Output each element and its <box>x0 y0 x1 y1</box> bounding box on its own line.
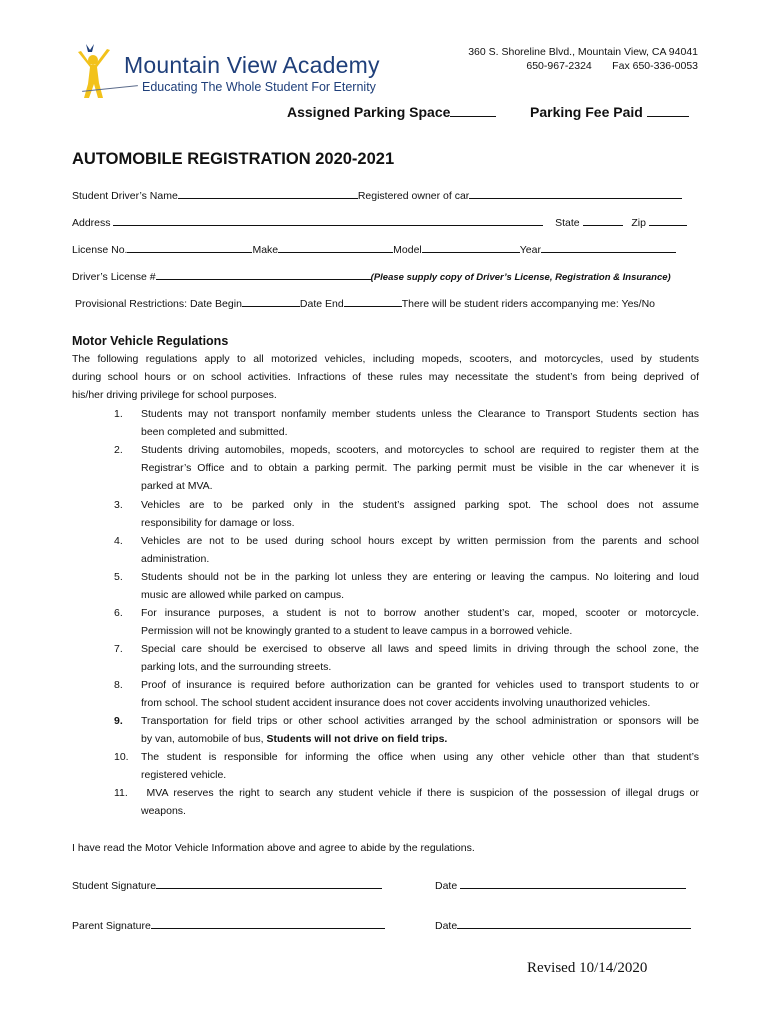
item-text <box>141 640 699 676</box>
state-field[interactable] <box>583 213 623 226</box>
item-line: responsibility for damage or loss. <box>141 517 295 530</box>
license-no-label: License No. <box>72 244 128 256</box>
school-name: Mountain View Academy <box>124 52 380 78</box>
item-line <box>141 730 699 748</box>
item-text <box>141 532 699 568</box>
field-trips-warning: Students will not drive on field trips. <box>266 733 448 746</box>
item-number: 7. <box>114 643 123 655</box>
intro-line-1: The following regulations apply to all motorized vehicles, including mopeds, scooters, and motorcycles, used by students <box>72 353 699 365</box>
parent-signature-row <box>72 916 385 932</box>
model-label: Model <box>393 244 422 256</box>
item-text <box>141 568 699 604</box>
item-line: Vehicles are to be parked only in the student’s assigned parking spot. The school does not assume <box>141 499 699 511</box>
item-line: administration. <box>141 553 210 566</box>
date-end-field[interactable] <box>344 294 402 307</box>
revision-date: Revised 10/14/2020 <box>527 960 648 976</box>
item-line: MVA reserves the right to search any student vehicle if there is suspicion of the possession of illegal drugs or <box>141 787 699 799</box>
item-number: 4. <box>114 535 123 547</box>
item-line: weapons. <box>141 805 186 818</box>
item-line: Students may not transport nonfamily member students unless the Clearance to Transport Students section has <box>141 408 699 420</box>
item-number: 2. <box>114 444 123 456</box>
parking-fee-field[interactable] <box>647 104 689 117</box>
school-tagline: Educating The Whole Student For Eternity <box>142 80 376 94</box>
item-text <box>141 784 699 820</box>
registered-owner-label: Registered owner of car <box>357 190 470 202</box>
item-line: parked at MVA. <box>141 480 213 493</box>
state-label: State <box>555 217 580 229</box>
student-figure-icon <box>72 40 118 100</box>
parent-date-row <box>435 916 691 932</box>
intro-line-2: during school hours or on school activities. Infractions of these rules may necessitate the student’s from being deprived of <box>72 371 699 384</box>
model-field[interactable] <box>422 240 520 253</box>
year-label: Year <box>519 244 541 256</box>
school-logo <box>72 40 412 100</box>
item-text <box>141 712 699 748</box>
item-text <box>141 496 699 532</box>
form-title: AUTOMOBILE REGISTRATION 2020-2021 <box>72 150 395 168</box>
item-number: 9. <box>114 715 123 727</box>
row-provisional <box>75 294 655 310</box>
student-date-field[interactable] <box>460 876 686 889</box>
make-field[interactable] <box>278 240 393 253</box>
student-signature-row <box>72 876 382 892</box>
drivers-license-field[interactable] <box>156 267 371 280</box>
item-line: registered vehicle. <box>141 769 227 782</box>
item-number: 11. <box>114 787 128 799</box>
item-line: Students should not be in the parking lot unless they are entering or leaving the campus. No loitering and loud <box>141 571 699 583</box>
date-begin-field[interactable] <box>242 294 300 307</box>
item-line: music are allowed while parked on campus. <box>141 589 345 602</box>
parent-date-label: Date <box>435 920 458 932</box>
license-no-field[interactable] <box>127 240 252 253</box>
regulations-heading: Motor Vehicle Regulations <box>72 334 229 348</box>
provisional-label: Provisional Restrictions: Date Begin <box>75 298 242 310</box>
row-license <box>72 240 676 256</box>
item-line: Vehicles are not to be used during school hours except by written permission from the parents and school <box>141 535 699 547</box>
year-field[interactable] <box>541 240 676 253</box>
item-line: been completed and submitted. <box>141 426 288 439</box>
parent-signature-field[interactable] <box>151 916 385 929</box>
student-driver-name-field[interactable] <box>178 186 358 199</box>
item-line: Permission will not be knowingly granted to a student to leave campus in a borrowed vehicle. <box>141 625 573 638</box>
student-driver-name-label: Student Driver’s Name <box>72 190 178 202</box>
make-label: Make <box>252 244 279 256</box>
item-number: 3. <box>114 499 123 511</box>
agreement-statement: I have read the Motor Vehicle Information above and agree to abide by the regulations. <box>72 842 475 854</box>
row-drivers-license <box>72 267 671 283</box>
parking-fee-label <box>530 104 689 120</box>
school-address: 360 S. Shoreline Blvd., Mountain View, CA 94041 <box>468 46 698 58</box>
student-signature-label: Student Signature <box>72 880 157 892</box>
regulations-intro <box>72 350 699 405</box>
item-line: Proof of insurance is required before authorization can be granted for vehicles used to transport students to or <box>141 679 699 691</box>
assigned-parking-field[interactable] <box>450 104 496 117</box>
item-line: Students driving automobiles, mopeds, scooters, and motorcycles to school are required to register them at the <box>141 444 699 456</box>
item-line: Registrar’s Office and to obtain a parking permit. The parking permit must be visible in the car whenever it is <box>141 462 699 475</box>
item-number: 1. <box>114 408 123 420</box>
parking-fee-text: Parking Fee Paid <box>530 104 643 120</box>
item-line: Transportation for field trips or other school activities arranged by the school administration or sponsors will be <box>141 715 699 727</box>
item-text <box>141 441 699 496</box>
parent-signature-label: Parent Signature <box>72 920 151 932</box>
item-line: parking lots, and the surrounding streets. <box>141 661 332 674</box>
student-riders-label: There will be student riders accompanying me: Yes/No <box>401 298 656 310</box>
item-number: 5. <box>114 571 123 583</box>
drivers-license-note: (Please supply copy of Driver’s License, Registration & Insurance) <box>370 272 671 283</box>
item-line-start: by van, automobile of bus, <box>141 733 267 746</box>
student-date-label: Date <box>435 880 458 892</box>
date-end-label: Date End <box>299 298 344 310</box>
zip-field[interactable] <box>649 213 687 226</box>
item-line: from school. The school student accident insurance does not cover accidents involving unauthorized vehicles. <box>141 697 651 710</box>
item-number: 8. <box>114 679 123 691</box>
row-address <box>72 213 687 229</box>
item-line: Special care should be exercised to observe all laws and speed limits in driving through the school zone, the <box>141 643 699 655</box>
parent-date-field[interactable] <box>457 916 691 929</box>
item-text <box>141 676 699 712</box>
item-text <box>141 748 699 784</box>
item-text <box>141 604 699 640</box>
item-line: The student is responsible for informing the office when using any other vehicle other than that student’s <box>141 751 699 763</box>
zip-label: Zip <box>631 217 646 229</box>
item-number: 6. <box>114 607 123 619</box>
school-phone-fax: 650-967-2324 Fax 650-336-0053 <box>526 60 698 72</box>
registered-owner-field[interactable] <box>469 186 682 199</box>
address-label: Address <box>72 217 111 229</box>
student-date-row <box>435 876 686 892</box>
assigned-parking-text: Assigned Parking Space <box>287 104 451 120</box>
item-line: For insurance purposes, a student is not to borrow another student’s car, moped, scooter or motorcycle. <box>141 607 699 619</box>
assigned-parking-label <box>287 104 496 120</box>
drivers-license-label: Driver’s License # <box>72 271 156 283</box>
student-signature-field[interactable] <box>156 876 382 889</box>
item-text <box>141 405 699 441</box>
item-number: 10. <box>114 751 129 763</box>
intro-line-3: his/her driving privilege for school purposes. <box>72 389 277 402</box>
row-name-owner <box>72 186 682 202</box>
address-field[interactable] <box>113 213 543 226</box>
